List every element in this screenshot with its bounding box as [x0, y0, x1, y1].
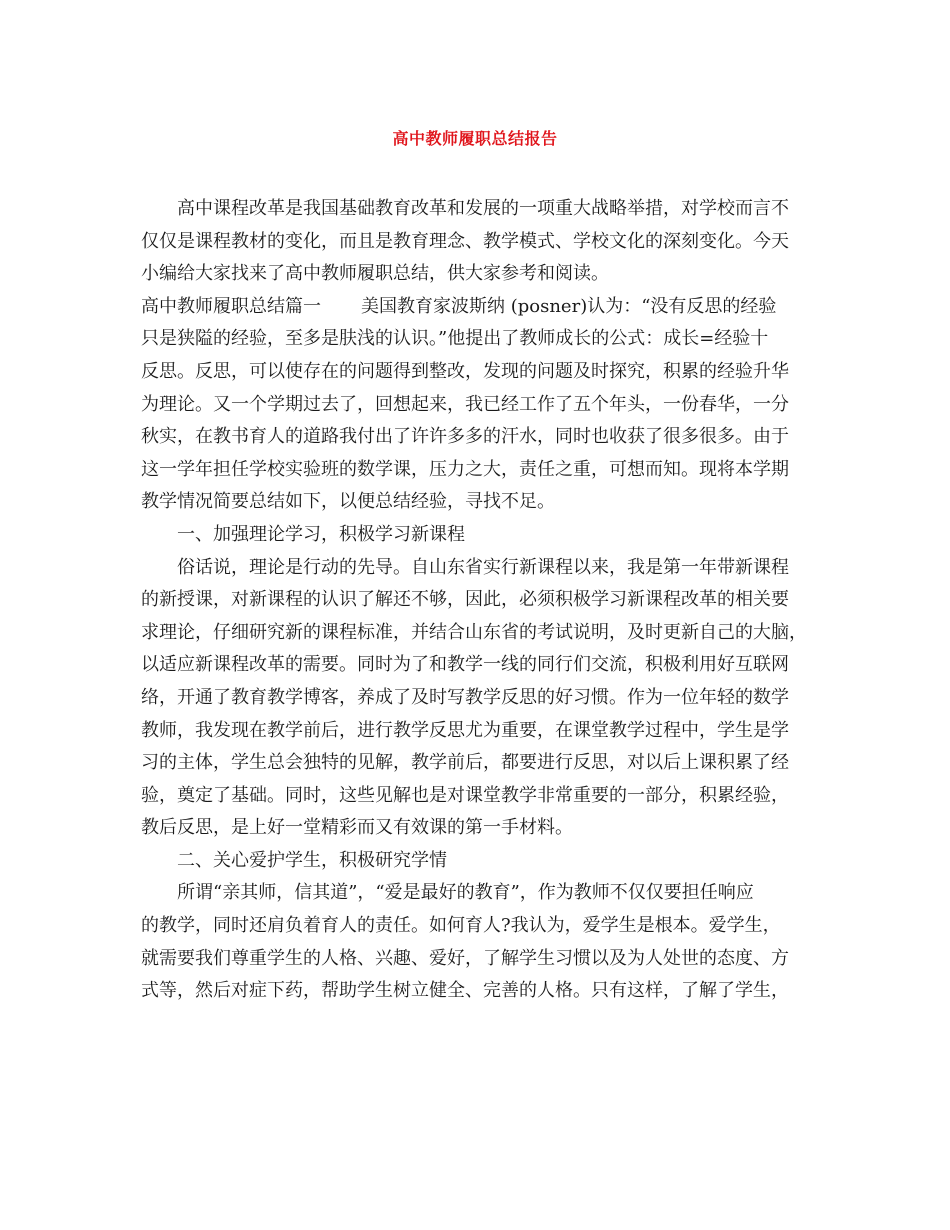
- paragraph-line-text: 一、加强理论学习，积极学习新课程: [177, 523, 465, 545]
- paragraph-line: [141, 845, 823, 878]
- paragraph-line: [141, 617, 823, 650]
- paragraph-line-text: 习的主体，学生总会独特的见解，教学前后，都要进行反思，对以后上课积累了经: [141, 752, 789, 774]
- paragraph-line: [141, 584, 823, 617]
- paragraph-line: [141, 552, 823, 585]
- paragraph-line: [141, 747, 823, 780]
- paragraph-line-text: 式等，然后对症下药，帮助学生树立健全、完善的人格。只有这样，了解了学生，: [141, 980, 789, 1002]
- document-title: 高中教师履职总结报告: [392, 129, 558, 148]
- paragraph-line: [141, 226, 823, 259]
- paragraph-line-text: 俗话说，理论是行动的先导。自山东省实行新课程以来，我是第一年带新课程: [177, 556, 789, 578]
- paragraph-line: [141, 715, 823, 748]
- paragraph-line-text: 高中课程改革是我国基础教育改革和发展的一项重大战略举措，对学校而言不: [177, 198, 789, 219]
- paragraph-line-text: 为理论。又一个学期过去了，回想起来，我已经工作了五个年头，一份春华，一分: [141, 393, 789, 415]
- paragraph-line-text: 只是狭隘的经验，至多是肤浅的认识。”他提出了教师成长的公式：成长=经验十: [141, 328, 769, 350]
- paragraph-line-text: 以适应新课程改革的需要。同时为了和教学一线的同行们交流，积极利用好互联网: [141, 654, 789, 676]
- paragraph-line-text: 高中教师履职总结篇一: [141, 295, 321, 317]
- paragraph-line: [141, 975, 823, 1008]
- paragraph-line: [141, 454, 823, 487]
- paragraph-line-text: 验，奠定了基础。同时，这些见解也是对课堂教学非常重要的一部分，积累经验，: [141, 784, 789, 806]
- paragraph-line: [141, 519, 823, 552]
- paragraph-line-text: 反思。反思，可以使存在的问题得到整改，发现的问题及时探究，积累的经验升华: [141, 360, 789, 382]
- paragraph-line: [141, 649, 823, 682]
- paragraph-line-text: 就需要我们尊重学生的人格、兴趣、爱好，了解学生习惯以及为人处世的态度、方: [141, 947, 789, 969]
- paragraph-line-text: 小编给大家找来了高中教师履职总结，供大家参考和阅读。: [141, 263, 609, 285]
- paragraph-line-text: 教后反思，是上好一堂精彩而又有效课的第一手材料。: [141, 817, 573, 839]
- paragraph-line: [141, 389, 823, 422]
- paragraph-line-text: 这一学年担任学校实验班的数学课，压力之大，责任之重，可想而知。现将本学期: [141, 458, 789, 480]
- document-body: [141, 193, 823, 1008]
- paragraph-line: [141, 421, 823, 454]
- paragraph-line: [141, 258, 823, 291]
- paragraph-line-text: 二、关心爱护学生，积极研究学情: [177, 849, 447, 871]
- paragraph-line: [141, 291, 823, 324]
- paragraph-line-text: 教师，我发现在教学前后，进行教学反思尤为重要，在课堂教学过程中，学生是学: [141, 719, 789, 741]
- paragraph-line-text: 求理论，仔细研究新的课程标准，并结合山东省的考试说明，及时更新自己的大脑，: [141, 621, 807, 643]
- paragraph-line-text: 秋实，在教书育人的道路我付出了许许多多的汗水，同时也收获了很多很多。由于: [141, 426, 789, 448]
- paragraph-line: [141, 486, 823, 519]
- paragraph-line-text: 仅仅是课程教材的变化，而且是教育理念、教学模式、学校文化的深刻变化。今天: [141, 230, 789, 252]
- paragraph-line: [141, 812, 823, 845]
- paragraph-line-text: 络，开通了教育教学博客，养成了及时写教学反思的好习惯。作为一位年轻的数学: [141, 686, 789, 708]
- paragraph-line-text: 教学情况简要总结如下，以便总结经验，寻找不足。: [141, 491, 555, 513]
- paragraph-line: [141, 910, 823, 943]
- paragraph-line-text: 的新授课，对新课程的认识了解还不够，因此，必须积极学习新课程改革的相关要: [141, 589, 789, 611]
- paragraph-line: [141, 943, 823, 976]
- paragraph-line-text: 的教学，同时还肩负着育人的责任。如何育人?我认为，爱学生是根本。爱学生，: [141, 915, 781, 937]
- paragraph-line: [141, 682, 823, 715]
- paragraph-line: [141, 877, 823, 910]
- paragraph-line-text: 所谓“亲其师，信其道”，“爱是最好的教育”，作为教师不仅仅要担任响应: [177, 882, 754, 904]
- paragraph-line: [141, 193, 823, 226]
- paragraph-line: [141, 780, 823, 813]
- paragraph-line: [141, 356, 823, 389]
- paragraph-line: [141, 323, 823, 356]
- paragraph-line-tail: 美国教育家波斯纳 (posner)认为：“没有反思的经验: [361, 295, 777, 317]
